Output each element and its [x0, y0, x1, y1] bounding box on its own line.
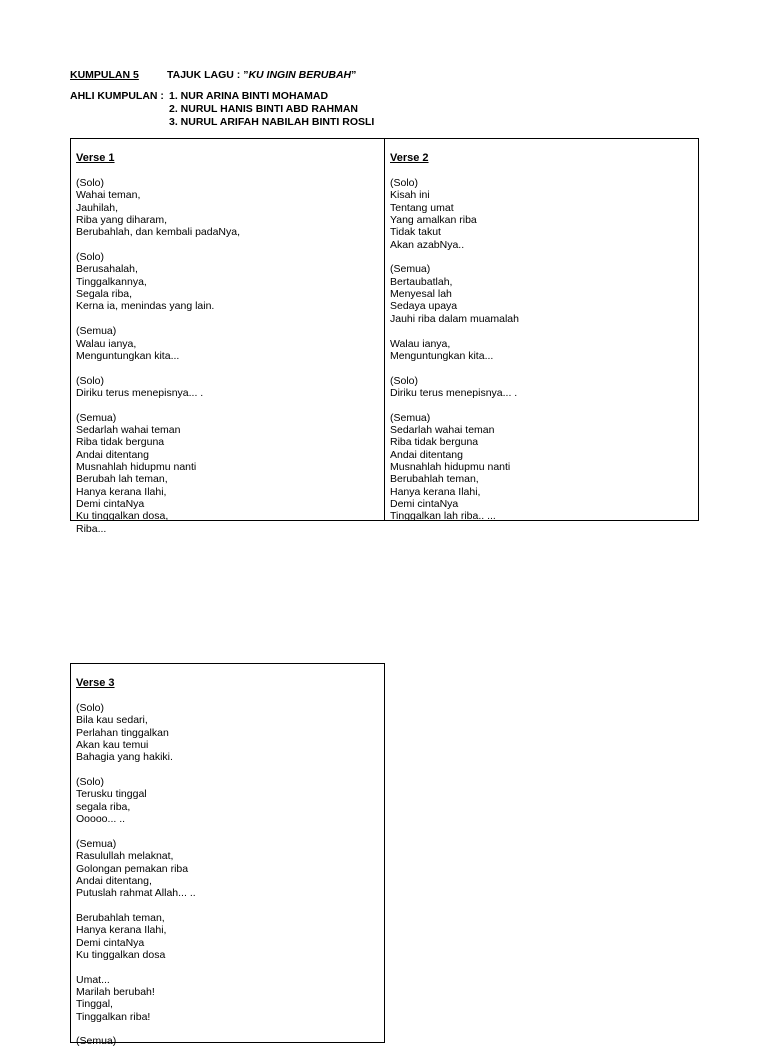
song-title-line [167, 69, 356, 81]
verse-1-lyrics: (Solo) Wahai teman, Jauhilah, Riba yang diharam, Berubahlah, dan kembali padaNya, (Solo) Berusahalah, Tinggalkannya, Segala riba, Kerna ia, menindas yang lain. (Semua) Walau ianya, Menguntungkan kita... (Solo) Diriku terus menepisnya... . (Semua) Sedarlah wahai teman Riba tidak berguna Andai ditentang Musnahlah hidupmu nanti Berubah lah teman, Hanya kerana Ilahi, Demi cintaNya Ku tinggalkan dosa, Riba... [76, 177, 241, 535]
verse-1-box [70, 138, 385, 535]
song-title-suffix: ” [351, 69, 357, 81]
group-number: KUMPULAN 5 [70, 69, 139, 81]
verse-3-box [70, 663, 385, 1048]
verse-3-title: Verse 3 [76, 677, 115, 690]
verse-2-box [384, 138, 699, 521]
member-3: 3. NURUL ARIFAH NABILAH BINTI ROSLI [169, 116, 375, 128]
song-title-prefix: TAJUK LAGU : ” [167, 69, 249, 81]
verse-2-lyrics: (Solo) Kisah ini Tentang umat Yang amalkan riba Tidak takut Akan azabNya.. (Semua) Bertaubatlah, Menyesal lah Sedaya upaya Jauhi riba dalam muamalah Walau ianya, Menguntungkan kita... (Solo) Diriku terus menepisnya... . (Semua) Sedarlah wahai teman Riba tidak berguna Andai ditentang Musnahlah hidupmu nanti Berubahlah teman, Hanya kerana Ilahi, Demi cintaNya Tinggalkan lah riba.. ... [390, 177, 519, 523]
member-1: 1. NUR ARINA BINTI MOHAMAD [169, 90, 329, 102]
song-title: KU INGIN BERUBAH [248, 69, 352, 81]
verse-3-lyrics: (Solo) Bila kau sedari, Perlahan tinggalkan Akan kau temui Bahagia yang hakiki. (Solo) Terusku tinggal segala riba, Ooooo... .. (Semua) Rasulullah melaknat, Golongan pemakan riba Andai ditentang, Putuslah rahmat Allah... .. Berubahlah teman, Hanya kerana Ilahi, Demi cintaNya Ku tinggalkan dosa Umat... Marilah berubah! Tinggal, Tinggalkan riba! (Semua) [76, 702, 196, 1048]
members-label: AHLI KUMPULAN : [70, 90, 164, 102]
member-2: 2. NURUL HANIS BINTI ABD RAHMAN [169, 103, 358, 115]
verse-1-title: Verse 1 [76, 152, 115, 165]
verse-2-title: Verse 2 [390, 152, 429, 165]
